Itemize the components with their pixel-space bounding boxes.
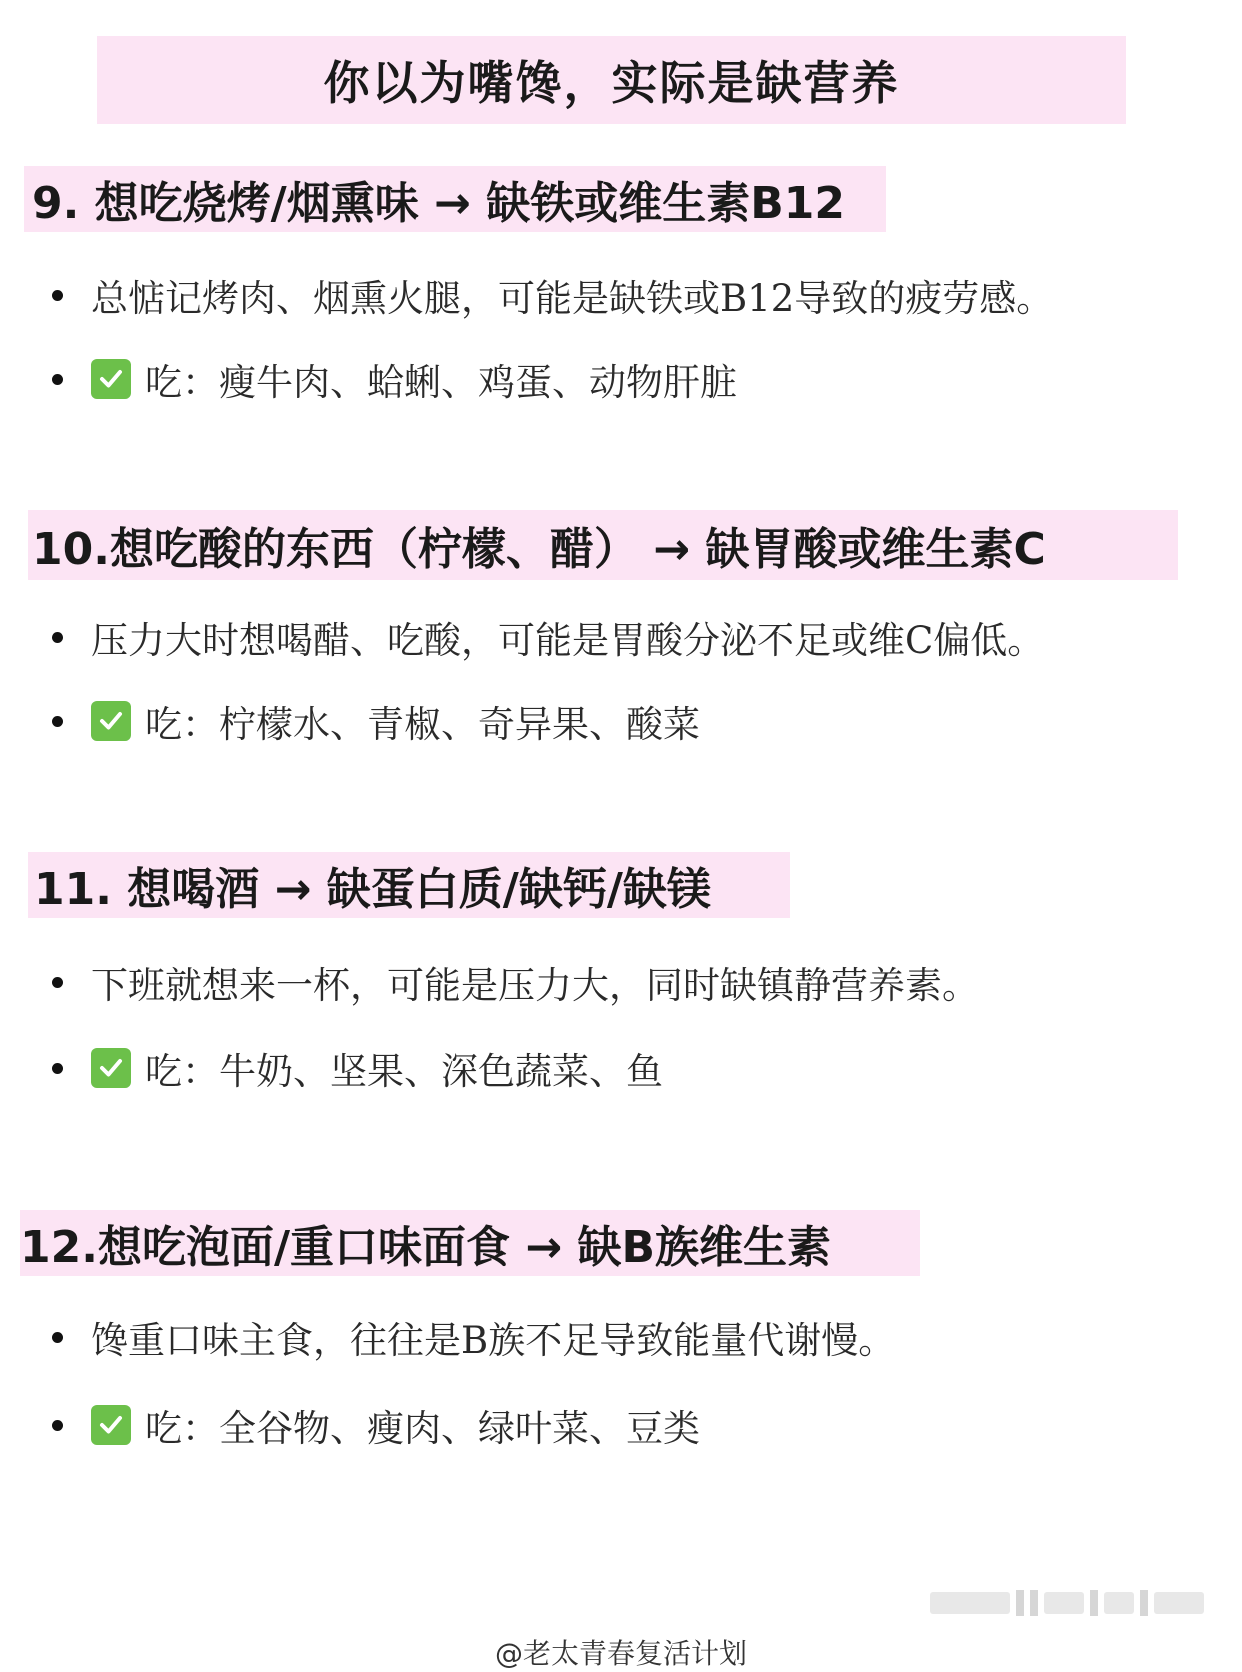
section-9-reason [52, 268, 1053, 322]
reason-text: 压力大时想喝醋、吃酸，可能是胃酸分泌不足或维C偏低。 [91, 619, 1045, 662]
reason-text: 总惦记烤肉、烟熏火腿，可能是缺铁或B12导致的疲劳感。 [91, 277, 1054, 320]
bullet-dot-icon [52, 374, 63, 385]
reason-text: 馋重口味主食，往往是B族不足导致能量代谢慢。 [91, 1319, 896, 1362]
eat-text: 吃：全谷物、瘦肉、绿叶菜、豆类 [145, 1407, 700, 1450]
bullet-dot-icon [52, 1420, 63, 1431]
section-heading-10 [28, 510, 1178, 580]
eat-text: 吃：牛奶、坚果、深色蔬菜、鱼 [145, 1050, 663, 1093]
bullet-dot-icon [52, 290, 63, 301]
bullet-dot-icon [52, 1332, 63, 1343]
section-9-eat [52, 352, 737, 406]
page-title: 你以为嘴馋，实际是缺营养 [323, 56, 900, 110]
bullet-dot-icon [52, 716, 63, 727]
check-mark-icon [91, 1405, 131, 1445]
section-heading-text: 10.想吃酸的东西（柠檬、醋） → 缺胃酸或维生素C [32, 524, 1046, 575]
bullet-dot-icon [52, 1063, 63, 1074]
check-mark-icon [91, 1048, 131, 1088]
eat-text: 吃：瘦牛肉、蛤蜊、鸡蛋、动物肝脏 [145, 361, 737, 404]
section-heading-text: 12.想吃泡面/重口味面食 → 缺B族维生素 [20, 1222, 832, 1273]
bullet-dot-icon [52, 977, 63, 988]
eat-text: 吃：柠檬水、青椒、奇异果、酸菜 [145, 703, 700, 746]
section-10-eat [52, 694, 700, 748]
section-heading-text: 11. 想喝酒 → 缺蛋白质/缺钙/缺镁 [34, 864, 711, 915]
footer-credit: @老太青春复活计划 [494, 1637, 747, 1670]
bullet-dot-icon [52, 632, 63, 643]
section-12-reason [52, 1310, 895, 1364]
section-heading-11 [28, 852, 790, 918]
watermark-graphic [930, 1590, 1230, 1616]
check-mark-icon [91, 359, 131, 399]
section-heading-9 [24, 166, 886, 232]
section-11-eat [52, 1041, 663, 1095]
reason-text: 下班就想来一杯，可能是压力大，同时缺镇静营养素。 [91, 964, 979, 1007]
check-mark-icon [91, 701, 131, 741]
section-12-eat [52, 1398, 700, 1452]
section-11-reason [52, 955, 979, 1009]
title-banner [97, 36, 1126, 124]
section-10-reason [52, 610, 1044, 664]
section-heading-12 [20, 1210, 920, 1276]
section-heading-text: 9. 想吃烧烤/烟熏味 → 缺铁或维生素B12 [32, 178, 845, 229]
